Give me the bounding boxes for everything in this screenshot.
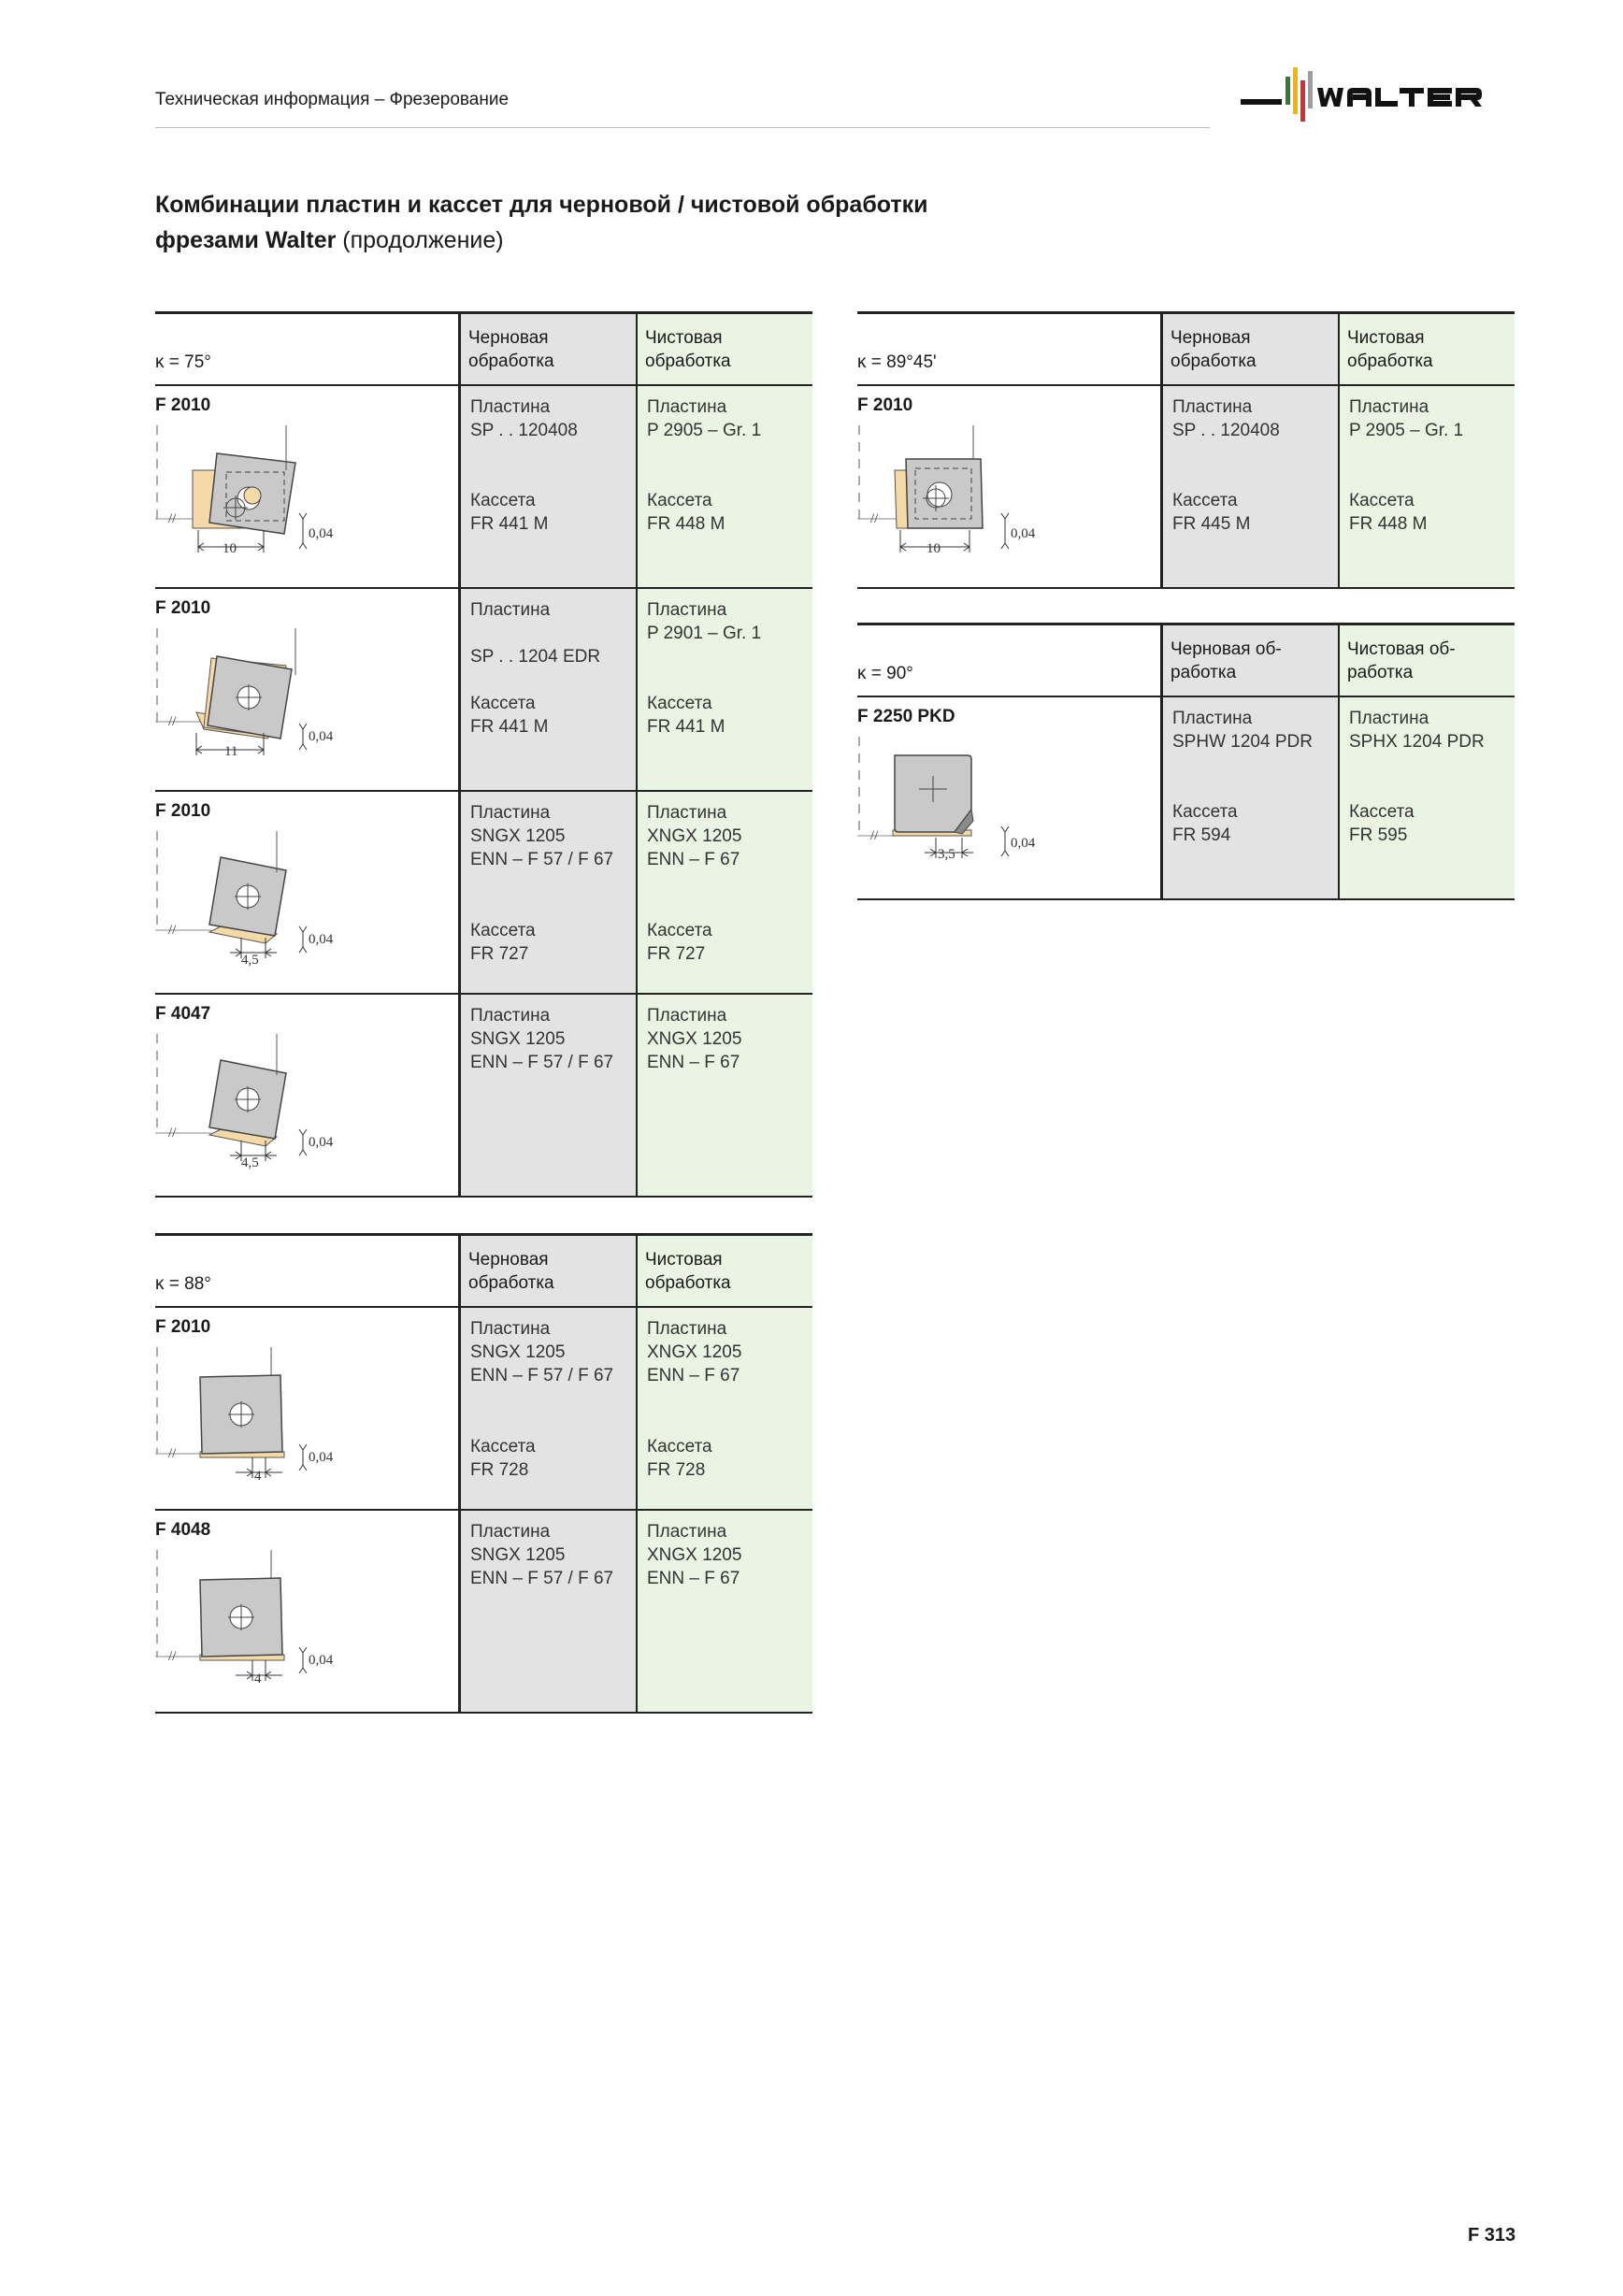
tool-name: F 2010 [155,395,211,415]
rough-insert: Пластина SP . . 120408 [470,397,578,440]
insert-diagram [155,831,342,988]
svg-text://: // [870,828,879,843]
insert-diagram [857,425,1044,582]
table-header-row [857,314,1515,386]
rough-insert: Пластина SP . . 120408 [1172,397,1280,440]
finish-cassette: Кассета FR 595 [1349,802,1415,845]
insert-diagram [155,1550,342,1707]
finish-insert: Пластина XNGX 1205 ENN – F 67 [647,803,742,869]
svg-text://: // [168,1126,177,1141]
rough-cassette: Кассета FR 441 M [470,491,549,534]
finish-cassette: Кассета FR 728 [647,1437,712,1480]
rough-header: Черновая обработка [468,1250,554,1293]
rough-cassette: Кассета FR 594 [1172,802,1238,845]
gap-dimension: 0,04 [309,1653,334,1668]
rough-header: Черновая обработка [468,328,554,371]
table-row [155,386,812,589]
walter-logo [1241,60,1526,133]
insert-diagram [155,1034,342,1191]
finish-insert: Пластина XNGX 1205 ENN – F 67 [647,1319,742,1385]
table-header-row [155,1236,812,1308]
gap-dimension: 0,04 [309,1135,334,1150]
table-row [155,792,812,995]
offset-dimension: 11 [224,744,238,759]
finish-insert: Пластина XNGX 1205 ENN – F 67 [647,1522,742,1588]
rough-insert: Пластина SPHW 1204 PDR [1172,709,1313,752]
finish-cassette: Кассета FR 448 M [1349,491,1428,534]
finish-insert: Пластина P 2901 – Gr. 1 [647,600,762,643]
table-row [857,386,1515,589]
tool-name: F 2010 [857,395,913,415]
kappa-label: κ = 88° [155,1274,211,1294]
table-kappa-90 [857,623,1515,900]
tool-name: F 4047 [155,1004,211,1024]
svg-text://: // [168,714,177,729]
gap-dimension: 0,04 [1011,526,1036,541]
svg-text:WALTER: WALTER [1521,125,1526,126]
rough-cassette: Кассета FR 445 M [1172,491,1251,534]
header-section-title: Техническая информация – Фрезерование [155,90,510,109]
gap-dimension: 0,04 [309,729,334,744]
tool-name: F 2010 [155,1317,211,1337]
table-row [857,697,1515,900]
rough-cassette: Кассета FR 441 M [470,694,549,737]
insert-diagram [857,737,1044,894]
table-kappa-89-45 [857,311,1515,589]
offset-dimension: 4,5 [241,1155,259,1170]
tool-name: F 2250 PKD [857,707,955,726]
finish-header: Чистовая обработка [1347,328,1433,371]
rough-header: Черновая обработка [1171,328,1257,371]
page-number: F 313 [1468,2225,1516,2246]
svg-text://: // [168,511,177,526]
finish-cassette: Кассета FR 448 M [647,491,725,534]
tool-name: F 4048 [155,1520,211,1540]
rough-insert: Пластина SP . . 1204 EDR [470,600,601,667]
table-kappa-75 [155,311,812,1198]
finish-header: Чистовая обработка [645,1250,731,1293]
finish-header: Чистовая об- работка [1347,639,1456,682]
offset-dimension: 4 [254,1469,262,1484]
rough-insert: Пластина SNGX 1205 ENN – F 57 / F 67 [470,803,614,869]
rough-insert: Пластина SNGX 1205 ENN – F 57 / F 67 [470,1006,614,1072]
table-row [155,1308,812,1511]
gap-dimension: 0,04 [309,1450,334,1465]
gap-dimension: 0,04 [309,932,334,947]
svg-text://: // [168,1649,177,1664]
offset-dimension: 4,5 [241,953,259,968]
insert-diagram [155,1347,342,1504]
finish-insert: Пластина SPHX 1204 PDR [1349,709,1485,752]
tool-name: F 2010 [155,598,211,618]
table-row [155,589,812,792]
table-row [155,1511,812,1714]
svg-text://: // [168,1446,177,1461]
finish-cassette: Кассета FR 727 [647,921,712,964]
kappa-label: κ = 89°45' [857,352,937,372]
finish-insert: Пластина P 2905 – Gr. 1 [1349,397,1464,440]
rough-insert: Пластина SNGX 1205 ENN – F 57 / F 67 [470,1522,614,1588]
table-kappa-88 [155,1233,812,1714]
insert-diagram [155,628,342,785]
rough-cassette: Кассета FR 728 [470,1437,536,1480]
rough-header: Черновая об- работка [1171,639,1282,682]
gap-dimension: 0,04 [1011,836,1036,851]
offset-dimension: 3,5 [938,847,955,862]
offset-dimension: 4 [254,1672,262,1686]
svg-text://: // [168,923,177,938]
finish-insert: Пластина P 2905 – Gr. 1 [647,397,762,440]
tool-name: F 2010 [155,801,211,821]
header-divider [155,127,1210,128]
table-row [155,995,812,1198]
kappa-label: κ = 75° [155,352,211,372]
kappa-label: κ = 90° [857,664,913,683]
finish-cassette: Кассета FR 441 M [647,694,725,737]
table-header-row [857,625,1515,697]
finish-header: Чистовая обработка [645,328,731,371]
offset-dimension: 10 [926,541,941,556]
rough-insert: Пластина SNGX 1205 ENN – F 57 / F 67 [470,1319,614,1385]
page-title: Комбинации пластин и кассет для черновой / чистовой обработки фрезами Walter (продолжение) [155,192,928,253]
insert-diagram [155,425,342,582]
offset-dimension: 10 [223,541,237,556]
svg-text://: // [870,511,879,526]
rough-cassette: Кассета FR 727 [470,921,536,964]
gap-dimension: 0,04 [309,526,334,541]
finish-insert: Пластина XNGX 1205 ENN – F 67 [647,1006,742,1072]
table-header-row [155,314,812,386]
